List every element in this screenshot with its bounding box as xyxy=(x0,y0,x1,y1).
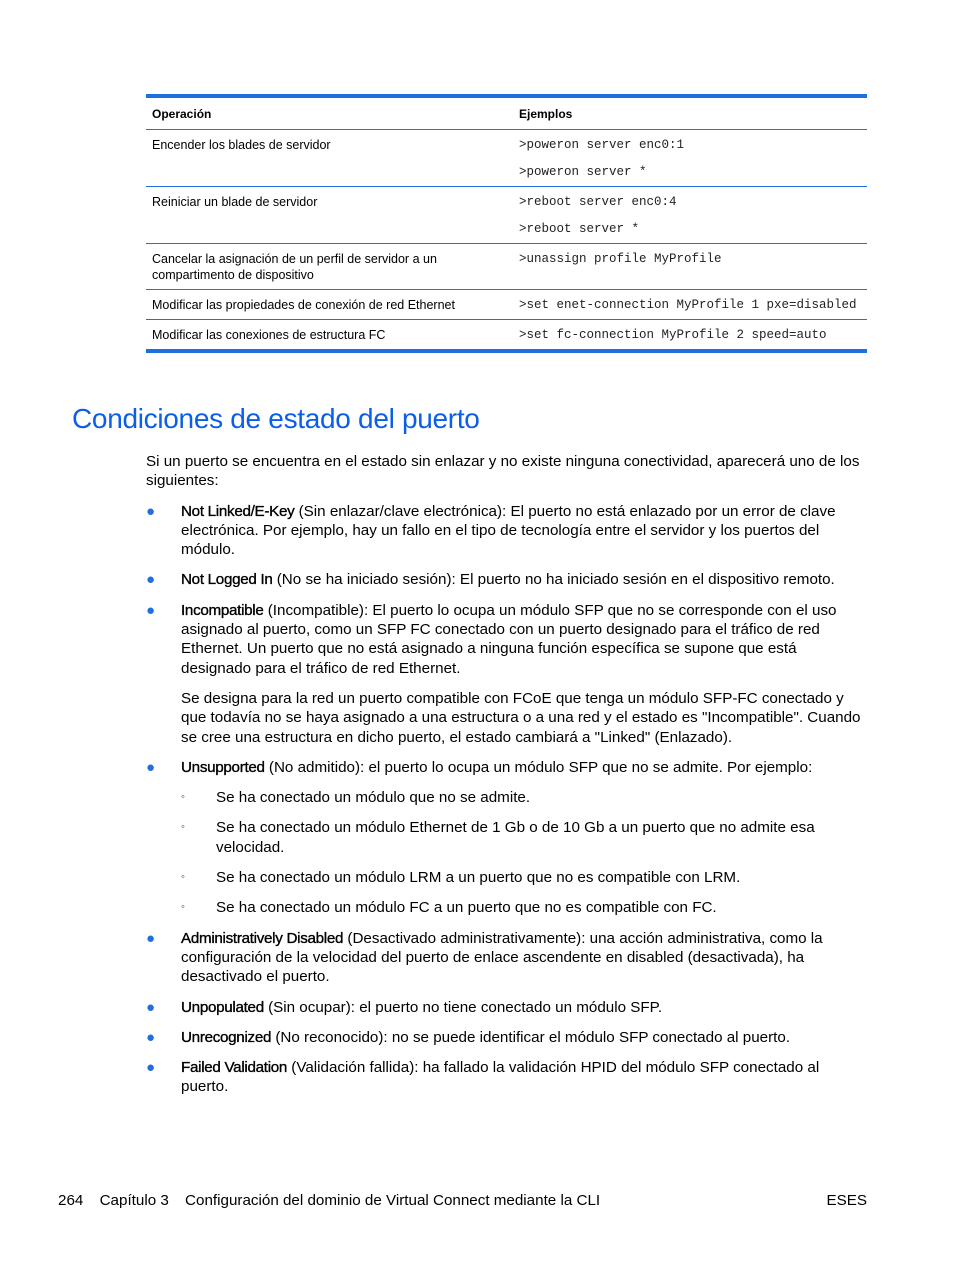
bullet-icon: ● xyxy=(146,502,156,520)
list-item xyxy=(146,929,868,987)
table-header-row xyxy=(146,96,867,130)
bullet-icon: ● xyxy=(146,571,156,589)
operation-cell: Modificar las conexiones de estructura FC xyxy=(152,328,386,342)
circle-bullet-icon: ◦ xyxy=(181,901,185,914)
list-item xyxy=(146,570,868,589)
example-command: >set enet-connection MyProfile 1 pxe=disabled xyxy=(519,298,857,312)
list-item xyxy=(146,998,868,1017)
footer-left xyxy=(58,1192,600,1209)
status-description: (No se ha iniciado sesión): El puerto no ha iniciado sesión en el dispositivo remoto. xyxy=(272,571,835,589)
circle-bullet-icon: ◦ xyxy=(181,871,185,884)
status-description: (Desactivado administrativamente): una acción administrativa, como la configuración de la velocidad del puerto de enlace ascendente en disabled (desactivada), ha desactivado el puerto. xyxy=(181,929,823,986)
examples-cell xyxy=(513,187,867,244)
example-command: >set fc-connection MyProfile 2 speed=auto xyxy=(519,328,827,342)
status-term: Unrecognized xyxy=(181,1028,272,1046)
page-number: 264 xyxy=(58,1192,84,1209)
list-item xyxy=(146,502,868,560)
status-term: Not Linked/E-Key xyxy=(181,502,295,520)
bullet-icon: ● xyxy=(146,1028,156,1046)
table-row xyxy=(146,290,867,320)
sub-item-text: Se ha conectado un módulo que no se admite. xyxy=(216,789,531,807)
status-term: Incompatible xyxy=(181,601,264,619)
status-term: Not Logged In xyxy=(181,571,273,589)
examples-cell xyxy=(513,244,867,290)
table-row xyxy=(146,244,867,290)
sub-item-text: Se ha conectado un módulo Ethernet de 1 Gb o de 10 Gb a un puerto que no admite esa velocidad. xyxy=(216,819,815,856)
section-title: Condiciones de estado del puerto xyxy=(72,403,480,434)
example-command: >poweron server enc0:1 xyxy=(519,138,685,152)
status-description: (Sin ocupar): el puerto no tiene conectado un módulo SFP. xyxy=(263,998,663,1016)
table-row xyxy=(146,187,867,244)
status-description: (Sin enlazar/clave electrónica): El puerto no está enlazado por un error de clave electrónica. Por ejemplo, hay un fallo en el tipo de tecnología entre el servidor y los puertos del módulo. xyxy=(181,502,836,559)
list-item xyxy=(146,758,868,918)
sub-list-item xyxy=(181,788,868,807)
status-term: Unpopulated xyxy=(181,998,264,1016)
example-command: >reboot server * xyxy=(519,222,640,236)
status-description: (No admitido): el puerto lo ocupa un módulo SFP que no se admite. Por ejemplo: xyxy=(264,758,813,776)
list-item xyxy=(146,1028,868,1047)
status-description: (Validación fallida): ha fallado la validación HPID del módulo SFP conectado al puerto. xyxy=(181,1059,820,1096)
commands-table xyxy=(146,94,867,353)
status-description: (No reconocido): no se puede identificar el módulo SFP conectado al puerto. xyxy=(271,1028,791,1046)
status-term: Unsupported xyxy=(181,758,265,776)
page-footer xyxy=(58,1192,867,1209)
language-code: ESES xyxy=(826,1192,867,1209)
examples-cell xyxy=(513,290,867,320)
section-content xyxy=(146,452,868,1108)
sub-list-item xyxy=(181,868,868,887)
operation-cell: Reiniciar un blade de servidor xyxy=(146,187,513,244)
table-row xyxy=(146,130,867,187)
example-command: >unassign profile MyProfile xyxy=(519,252,722,266)
example-command: >poweron server * xyxy=(519,165,647,179)
header-operation: Operación xyxy=(146,96,513,130)
status-term: Failed Validation xyxy=(181,1059,288,1077)
sub-item-text: Se ha conectado un módulo LRM a un puerto que no es compatible con LRM. xyxy=(216,869,741,887)
intro-paragraph: Si un puerto se encuentra en el estado sin enlazar y no existe ninguna conectividad, aparecerá uno de los siguientes: xyxy=(146,453,860,490)
operation-cell: Cancelar la asignación de un perfil de servidor a un compartimento de dispositivo xyxy=(146,244,513,290)
examples-cell xyxy=(513,320,867,352)
extra-paragraph: Se designa para la red un puerto compatible con FCoE que tenga un módulo SFP-FC conectado y que todavía no se haya asignado a una estructura o a una red y el estado es "Incompatible". Cuando se cree una estructura en dicho puerto, el estado cambiará a "Linked" (Enlazado). xyxy=(181,689,861,746)
operation-cell: Modificar las propiedades de conexión de red Ethernet xyxy=(146,290,513,320)
bullet-icon: ● xyxy=(146,758,156,776)
sub-list xyxy=(181,788,868,917)
chapter-label: Capítulo 3 xyxy=(99,1192,169,1209)
sub-list-item xyxy=(181,898,868,917)
status-list xyxy=(146,502,868,1097)
status-description: (Incompatible): El puerto lo ocupa un módulo SFP que no se corresponde con el uso asignado al puerto, como un SFP FC conectado con un puerto designado para el tráfico de red Ethernet. Un puerto que no está asignado a ninguna función específica se supone que está designado para el tráfico de red Ethernet. xyxy=(181,601,837,677)
status-term: Administratively Disabled xyxy=(181,929,344,947)
examples-cell xyxy=(513,130,867,187)
header-examples: Ejemplos xyxy=(513,96,867,130)
table-row xyxy=(146,320,867,352)
bullet-icon: ● xyxy=(146,601,156,619)
bullet-icon: ● xyxy=(146,998,156,1016)
bullet-icon: ● xyxy=(146,1059,156,1077)
sub-item-text: Se ha conectado un módulo FC a un puerto que no es compatible con FC. xyxy=(216,899,717,917)
bullet-icon: ● xyxy=(146,929,156,947)
operation-cell: Encender los blades de servidor xyxy=(146,130,513,187)
sub-list-item xyxy=(181,818,868,857)
chapter-title: Configuración del dominio de Virtual Connect mediante la CLI xyxy=(185,1192,601,1209)
example-command: >reboot server enc0:4 xyxy=(519,195,677,209)
circle-bullet-icon: ◦ xyxy=(181,821,185,834)
list-item xyxy=(146,601,868,747)
list-item xyxy=(146,1058,868,1097)
circle-bullet-icon: ◦ xyxy=(181,791,185,804)
